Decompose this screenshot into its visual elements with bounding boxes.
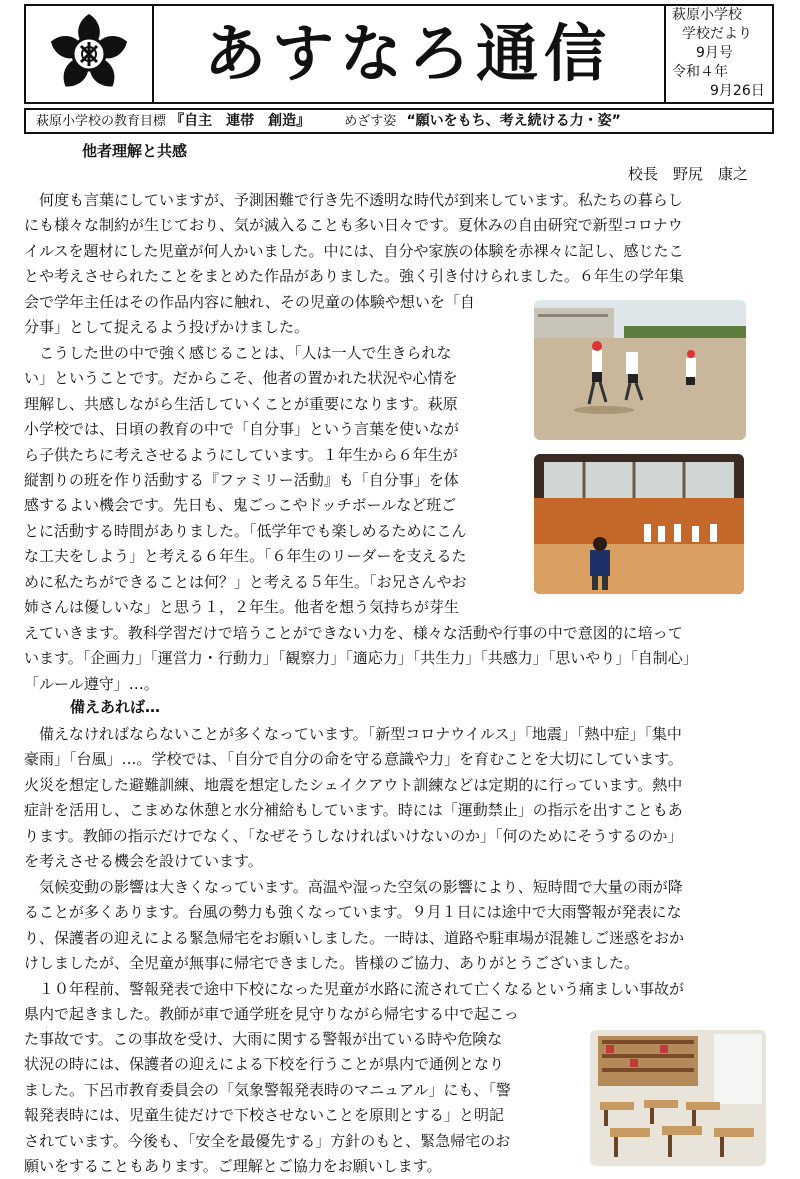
photo-classroom bbox=[590, 1030, 766, 1166]
paragraph-5: １０年程前、警報発表で途中下校になった児童が水路に流されて亡くなるという痛ましい事故が 県内で起きました。教師が車で通学班を見守りながら帰宅する中で起こっ bbox=[24, 980, 685, 1024]
goal-motto: 『自主 連帯 創造』 bbox=[170, 113, 311, 129]
paragraph-2-continued: えていきます。教科学習だけで培うことができない力を、様々な活動や行事の中で意図的に培って います。「企画力」「運営力・行動力」「観察力」「適応力」「共生力」「共感力」「思いやり」「自制心」 「ルール遵守」…。 bbox=[24, 624, 698, 693]
issue-date: 9月26日 bbox=[710, 83, 765, 99]
paragraph-3: 備えなければならないことが多くなっています。「新型コロナウイルス」「地震」「熱中症」「集中 豪雨」「台風」…。学校では、「自分で自分の命を守る意識や力」を育むことを大切にしています。 火災を想定した避難訓練、地震を想定したシェイクアウト訓練などは定期的に行っています。熱中 症計を活用し、こまめな休憩と水分補給もしています。時には「運動禁止」の指示を出すこともあ ります。教師の指示だけでなく、「なぜそうしなければいけないのか」「何のためにそうするのか」 を考えさせる機会を設けています。 bbox=[24, 725, 683, 871]
masthead bbox=[24, 4, 774, 104]
aim-label: めざす姿 bbox=[344, 114, 397, 129]
paragraph-1: 何度も言葉にしていますが、予測困難で行き先不透明な時代が到来しています。私たちの暮らし にも様々な制約が生じており、気が滅入ることも多い日々です。夏休みの自由研究で新型コロナウ イルスを題材にした児童が何人かいました。中には、自分や家族の体験を赤裸々に記し、感じたこ とや考えさせられたことをまとめた作品がありました。強く引き付けられました。６年生の学年集 bbox=[24, 191, 685, 286]
paragraph-1-continued: 会で学年主任はその作品内容に触れ、その児童の体験や想いを「自 分事」として捉えるよう投げかけました。 bbox=[24, 293, 475, 337]
section-heading-preparedness: 備えあれば… bbox=[70, 698, 161, 716]
paragraph-4: 気候変動の影響は大きくなっています。高温や湿った空気の影響により、短時間で大量の雨が降 ることが多くあります。台風の勢力も強くなっています。９月１日には途中で大雨警報が発表にな り、保護者の迎えによる緊急帰宅をお願いしました。一時は、道路や駐車場が混雑しご迷惑をおか けしましたが、全児童が無事に帰宅できました。皆様のご協力、ありがとうございました。 bbox=[24, 878, 685, 973]
issue-month: 9月号 bbox=[696, 45, 733, 61]
newsletter-label: 学校だより bbox=[682, 26, 752, 42]
paragraph-5-continued: た事故です。この事故を受け、大雨に関する警報が出ている時や危険な 状況の時には、保護者の迎えによる下校を行うことが県内で通例となり ました。下呂市教育委員会の「気象警報発表時のマニュアル」にも、「警 報発表時には、児童生徒だけで下校させないことを原則とする」と明記 されています。今後も、「安全を最優先する」方針のもと、緊急帰宅のお 願いをすることもあります。ご理解とご協力をお願いします。 bbox=[24, 1030, 511, 1176]
photo-gym-activity bbox=[534, 454, 744, 594]
school-emblem bbox=[26, 6, 154, 102]
photo-playground-activity bbox=[534, 300, 746, 440]
school-name: 萩原小学校 bbox=[672, 7, 742, 23]
era-year: 令和４年 bbox=[672, 64, 728, 80]
title-area bbox=[152, 6, 666, 102]
education-goal-bar bbox=[24, 108, 774, 134]
paragraph-2: こうした世の中で強く感じることは、「人は一人で生きられな い」ということです。だからこそ、他者の置かれた状況や心情を 理解し、共感しながら生活していくことが重要になります。萩原 小学校では、日頃の教育の中で「自分事」という言葉を使いなが ら子供たちに考えさせるようにしています。１年生から６年生が 縦割りの班を作り活動する『ファミリー活動』も「自分事」を体 感するよい機会です。先日も、鬼ごっこやドッチボールなど班ご とに活動する時間がありました。「低学年でも楽しめるためにこん な工夫をしよう」と考える６年生。「６年生のリーダーを支えるた めに私たちができることは何？」と考える５年生。「お兄さんやお 姉さんは優しいな」と思う１，２年生。他者を想う気持ちが芽生 bbox=[24, 344, 467, 617]
aim-text: “願いをもち、考え続ける力・姿” bbox=[406, 113, 621, 129]
author-line: 校長 野尻 康之 bbox=[628, 165, 749, 183]
section-heading-empathy: 他者理解と共感 bbox=[82, 142, 188, 160]
issue-info bbox=[666, 6, 772, 102]
goal-lead: 萩原小学校の教育目標 bbox=[36, 114, 167, 129]
newsletter-title: あすなろ通信 bbox=[203, 17, 612, 90]
